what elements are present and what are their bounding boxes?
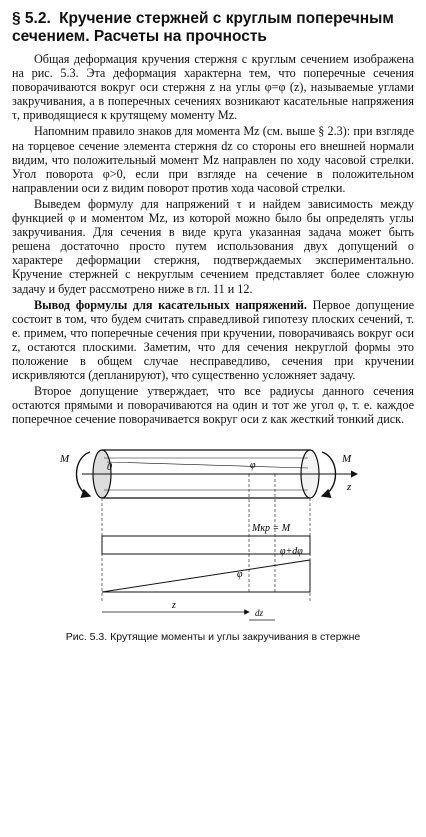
- paragraph-5: Второе допущение утверждает, что все радиусы данного сечения остаются прямыми и поворачиваются на один и тот же угол φ, т. е. каждое поперечное сечение поворачивается вокруг оси z как жесткий тонкий диск.: [12, 384, 414, 427]
- projection-lines: [102, 474, 310, 602]
- paragraph-1: Общая деформация кручения стержня с круглым сечением изображена на рис. 5.3. Эта деформация характерна тем, что поперечные сечения поворачиваются вокруг оси стержня z на углы φ=φ (z), называемые углами закручивания, а в поперечных сечениях возникают касательные напряжения τ, приводящиеся к крутящему моменту Mz.: [12, 52, 414, 123]
- moment-diagram: [102, 536, 310, 554]
- label-O: 0: [107, 462, 112, 474]
- paragraph-4-rest: Первое допущение состоит в том, что будем считать справедливой гипотезу плоских сечений, т. е. примем, что поперечные сечения при кручении, поворачиваясь вокруг оси z, остаются плоскими. Заметим, что для сечения некруглой формы это положение в общем случае несправедливо, сечения при кручении искривляются (депланируют), что существенно усложняет задачу.: [12, 297, 414, 383]
- paragraph-3: Выведем формулу для напряжений τ и найдем зависимость между функцией φ и моментом Mz, из которой можно было бы определять углы закручивания. Для сечения в виде круга указанная задача может быть решена достаточно просто путем использования двух допущений о характере деформации стержня, подтверждаемых экспериментально. Кручение стержней с некруглым сечением представляет более сложную задачу и будет рассмотрено ниже в гл. 11 и 12.: [12, 196, 414, 296]
- label-dz: dz: [255, 608, 264, 619]
- label-z-axis: z: [347, 481, 352, 494]
- figure-5-3: [12, 432, 414, 647]
- torsion-diagram: [12, 432, 414, 632]
- label-Mkp: Mкр = M: [252, 523, 291, 535]
- paragraph-4-lead: Вывод формулы для касательных напряжений.: [34, 297, 307, 312]
- label-M-right: M: [342, 453, 352, 466]
- label-phi-top: φ: [250, 460, 256, 472]
- label-z: z: [172, 600, 176, 612]
- label-phi-dphi: φ+dφ: [280, 546, 303, 558]
- angle-diagram: [102, 560, 310, 592]
- section-number: § 5.2.: [12, 10, 51, 27]
- label-M-left: M: [60, 453, 70, 466]
- label-phi: φ: [237, 569, 243, 581]
- figure-caption: Рис. 5.3. Крутящие моменты и углы закручивания в стержне: [65, 631, 361, 644]
- section-heading: [12, 10, 414, 46]
- section-title: Кручение стержней с круглым поперечным сечением. Расчеты на прочность: [12, 10, 394, 45]
- paragraph-4: [12, 298, 414, 383]
- paragraph-2: Напомним правило знаков для момента Mz (см. выше § 2.3): при взгляде на торцевое сечение элемента стержня dz со стороны его внешней нормали видим, что положительный момент Mz направлен по ходу часовой стрелки. Угол поворота φ>0, если при взгляде на сечение в положительном направлении оси z видим поворот против хода часовой стрелки.: [12, 124, 414, 195]
